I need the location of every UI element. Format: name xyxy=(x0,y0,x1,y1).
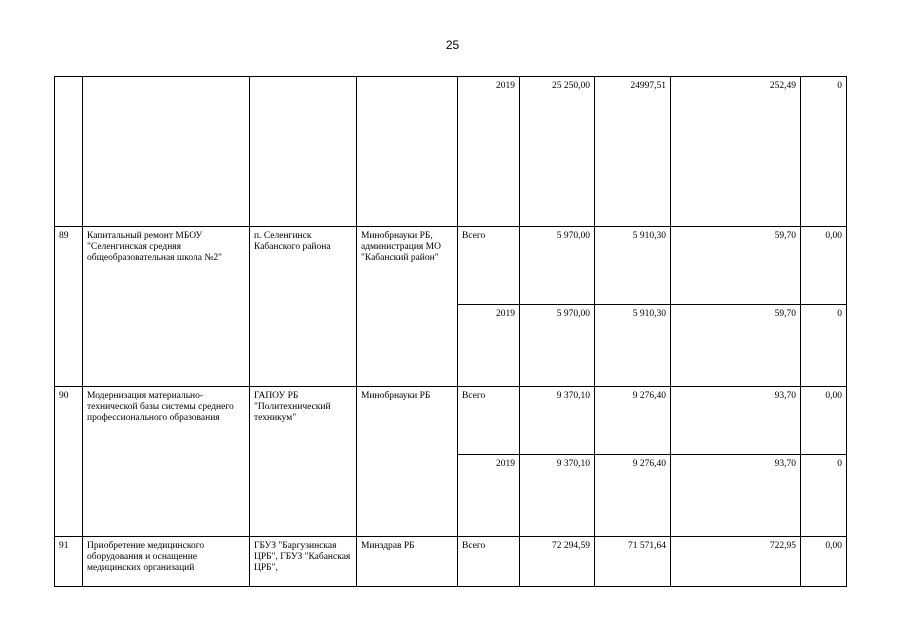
cell-regional: 722,95 xyxy=(671,537,801,587)
cell-name: Капитальный ремонт МБОУ "Селенгинская средняя общеобразовательная школа №2" xyxy=(83,227,250,387)
cell-federal: 9 276,40 xyxy=(595,455,671,537)
cell-total: 9 370,10 xyxy=(520,455,595,537)
cell-name: Модернизация материально-технической базы системы среднего профессионального образования xyxy=(83,387,250,537)
cell-year: 2019 xyxy=(458,305,520,387)
cell-executor xyxy=(357,77,458,227)
cell-no: 89 xyxy=(55,227,83,387)
cell-year: 2019 xyxy=(458,455,520,537)
cell-no: 91 xyxy=(55,537,83,587)
cell-local: 0,00 xyxy=(801,387,847,455)
table-row xyxy=(55,227,847,305)
cell-name xyxy=(83,77,250,227)
cell-year: 2019 xyxy=(458,77,520,227)
cell-name: Приобретение медицинского оборудования и оснащение медицинских организаций xyxy=(83,537,250,587)
cell-local: 0,00 xyxy=(801,227,847,305)
cell-no: 90 xyxy=(55,387,83,537)
cell-regional: 59,70 xyxy=(671,227,801,305)
table-row xyxy=(55,77,847,227)
cell-period: Всего xyxy=(458,387,520,455)
cell-regional: 93,70 xyxy=(671,387,801,455)
cell-executor: Минобрнауки РБ, администрация МО "Кабанский район" xyxy=(357,227,458,387)
cell-period: Всего xyxy=(458,227,520,305)
table-row xyxy=(55,537,847,587)
funding-table xyxy=(54,76,847,587)
cell-local: 0,00 xyxy=(801,537,847,587)
cell-total: 72 294,59 xyxy=(520,537,595,587)
cell-regional: 252,49 xyxy=(671,77,801,227)
cell-location: ГАПОУ РБ "Политехнический техникум" xyxy=(250,387,357,537)
cell-location: п. Селенгинск Кабанского района xyxy=(250,227,357,387)
cell-total: 5 970,00 xyxy=(520,227,595,305)
cell-executor: Минобрнауки РБ xyxy=(357,387,458,537)
cell-local: 0 xyxy=(801,305,847,387)
cell-local: 0 xyxy=(801,77,847,227)
cell-federal: 5 910,30 xyxy=(595,227,671,305)
cell-executor: Минздрав РБ xyxy=(357,537,458,587)
table-row xyxy=(55,387,847,455)
cell-total: 25 250,00 xyxy=(520,77,595,227)
page-number: 25 xyxy=(445,38,460,52)
cell-location: ГБУЗ "Баргузинская ЦРБ", ГБУЗ "Кабанская ЦРБ", xyxy=(250,537,357,587)
cell-federal: 9 276,40 xyxy=(595,387,671,455)
cell-federal: 24997,51 xyxy=(595,77,671,227)
cell-total: 5 970,00 xyxy=(520,305,595,387)
cell-no xyxy=(55,77,83,227)
cell-period: Всего xyxy=(458,537,520,587)
cell-federal: 71 571,64 xyxy=(595,537,671,587)
cell-local: 0 xyxy=(801,455,847,537)
cell-regional: 59,70 xyxy=(671,305,801,387)
cell-federal: 5 910,30 xyxy=(595,305,671,387)
cell-location xyxy=(250,77,357,227)
cell-total: 9 370,10 xyxy=(520,387,595,455)
cell-regional: 93,70 xyxy=(671,455,801,537)
